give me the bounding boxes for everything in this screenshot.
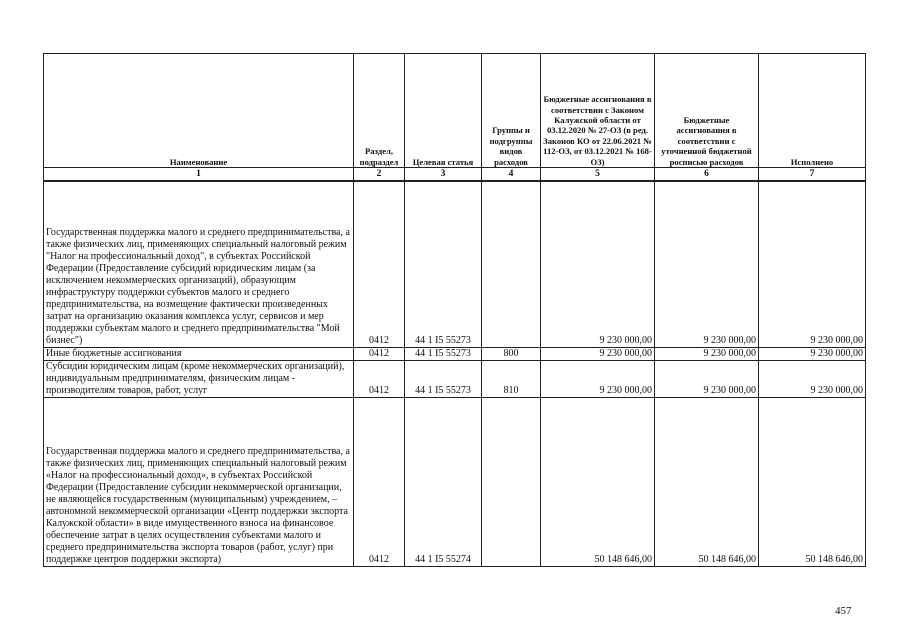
row-name: Государственная поддержка малого и среднего предпринимательства, а также физических лиц, применяющих специальный налоговый режим "Налог на профессиональный доход", в субъектах Российской Федерации (Предоставление субсидий юридическим лицам (за исключением некоммерческих организаций), образующим инфраструктуру поддержки субъектов малого и среднего предпринимательства, на возмещение фактически произведенных затрат на организацию оказания комплекса услуг, сервисов и мер поддержки субъектам малого и среднего предпринимательства "Мой бизнес") [44,181,354,348]
page-number: 457 [835,605,852,617]
header-law-amount: Бюджетные ассигнования в соответствии с Законом Калужской области от 03.12.2020 № 27-ОЗ (в ред. Законов КО от 22.06.2021 № 112-ОЗ, от 03.12.2021 № 168-ОЗ) [541,54,655,168]
row-name: Иные бюджетные ассигнования [44,348,354,361]
row-executed: 50 148 646,00 [759,398,866,567]
column-number: 1 [44,168,354,182]
header-executed: Исполнено [759,54,866,168]
column-number: 2 [354,168,405,182]
row-section: 0412 [354,181,405,348]
column-number-row [44,168,866,182]
row-group: 800 [482,348,541,361]
header-row [44,54,866,168]
row-law-amount: 50 148 646,00 [541,398,655,567]
row-section: 0412 [354,348,405,361]
row-refined-amount: 9 230 000,00 [655,348,759,361]
row-refined-amount: 50 148 646,00 [655,398,759,567]
column-number: 7 [759,168,866,182]
column-number: 6 [655,168,759,182]
row-name: Субсидии юридическим лицам (кроме некоммерческих организаций), индивидуальным предпринимателям, физическим лицам - производителям товаров, работ, услуг [44,361,354,398]
row-law-amount: 9 230 000,00 [541,361,655,398]
header-name: Наименование [44,54,354,168]
row-name: Государственная поддержка малого и среднего предпринимательства, а также физических лиц, применяющих специальный налоговый режим «Налог на профессиональный доход», в субъектах Российской Федерации (Предоставление субсидии некоммерческой организации, не являющейся государственным (муниципальным) учреждением, – автономной некоммерческой организации «Центр поддержки экспорта Калужской области» в виде имущественного взноса на финансовое обеспечение затрат в целях осуществления субъектами малого и среднего предпринимательства экспорта товаров (работ, услуг) при поддержке центров поддержки экспорта) [44,398,354,567]
budget-table [43,53,866,567]
table-row [44,348,866,361]
row-law-amount: 9 230 000,00 [541,181,655,348]
header-target: Целевая статья [405,54,482,168]
row-target: 44 1 I5 55274 [405,398,482,567]
row-refined-amount: 9 230 000,00 [655,181,759,348]
header-section: Раздел, подраздел [354,54,405,168]
column-number: 3 [405,168,482,182]
header-refined-amount: Бюджетные ассигнования в соответствии с уточненной бюджетной росписью расходов [655,54,759,168]
row-executed: 9 230 000,00 [759,361,866,398]
table-row [44,361,866,398]
column-number: 4 [482,168,541,182]
row-target: 44 1 I5 55273 [405,348,482,361]
row-law-amount: 9 230 000,00 [541,348,655,361]
table-row [44,181,866,348]
header-group: Группы и подгруппы видов расходов [482,54,541,168]
row-target: 44 1 I5 55273 [405,361,482,398]
column-number: 5 [541,168,655,182]
row-executed: 9 230 000,00 [759,348,866,361]
row-group: 810 [482,361,541,398]
row-section: 0412 [354,361,405,398]
row-refined-amount: 9 230 000,00 [655,361,759,398]
row-executed: 9 230 000,00 [759,181,866,348]
row-group [482,181,541,348]
row-group [482,398,541,567]
row-target: 44 1 I5 55273 [405,181,482,348]
row-section: 0412 [354,398,405,567]
table-row [44,398,866,567]
